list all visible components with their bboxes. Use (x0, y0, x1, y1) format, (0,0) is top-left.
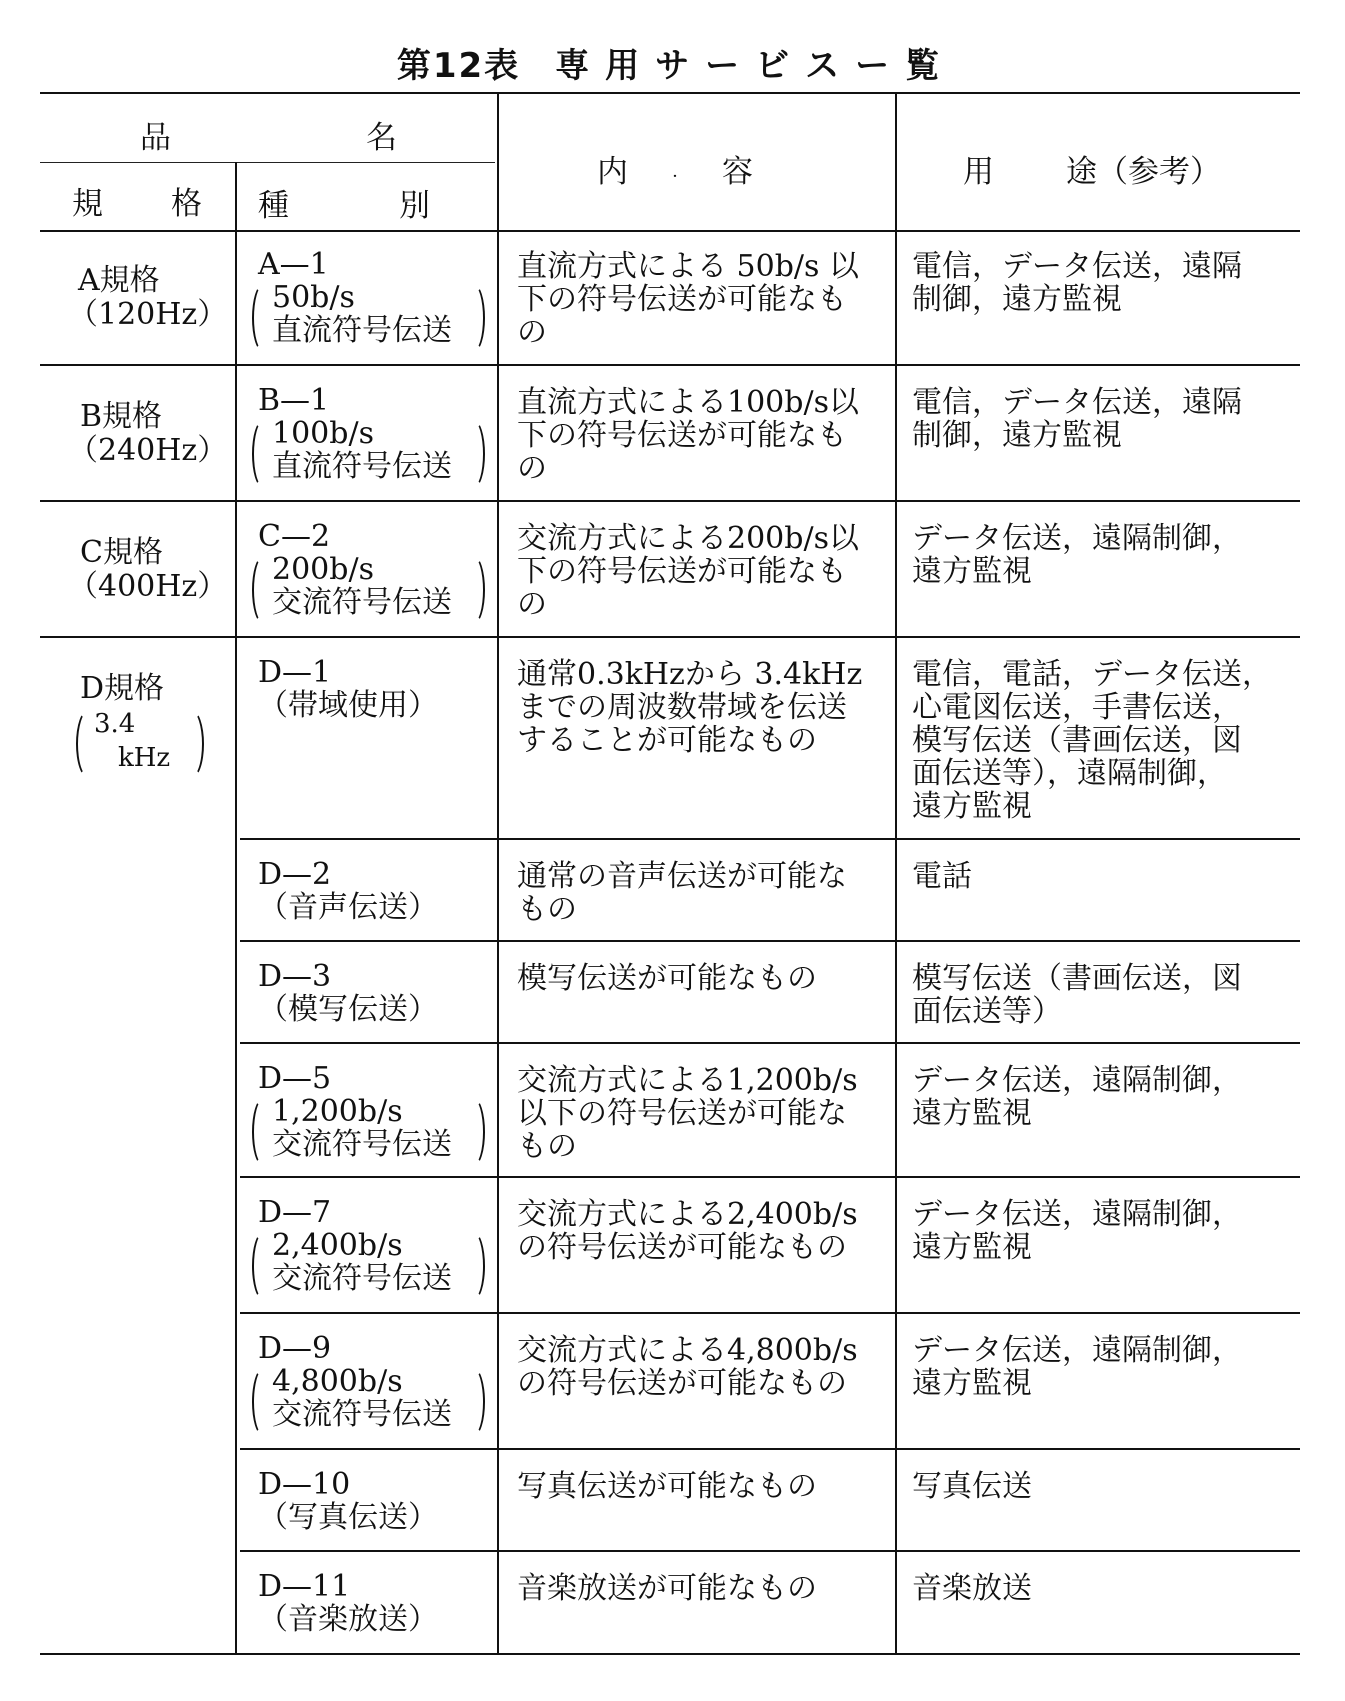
table-row-a1-content (517, 250, 859, 349)
content-line: もの (517, 892, 577, 927)
service-code: D—5 (258, 1061, 332, 1096)
title-char: ー (855, 46, 892, 86)
content-line: までの周波数帯域を伝送 (517, 690, 847, 725)
header-text: 途（参考） (1066, 154, 1221, 190)
use-line: 電信，データ伝送，遠隔 (912, 249, 1242, 284)
col-rule (497, 92, 499, 1653)
table-row-d9-code (258, 1332, 452, 1431)
table-row-a1-use (912, 250, 1242, 316)
service-type: （音声伝送） (258, 890, 438, 925)
table-row-d5-code (258, 1062, 452, 1161)
paren-left (252, 1232, 274, 1300)
service-type: 200b/s (272, 552, 374, 587)
content-line: 交流方式による200b/s以 (517, 521, 859, 556)
service-type: 直流符号伝送 (272, 449, 452, 484)
standard-label (68, 535, 228, 604)
paren-right (463, 284, 485, 352)
content-line: の符号伝送が可能なもの (517, 1366, 847, 1401)
standard-frequency: kHz (118, 743, 171, 773)
service-code: D—9 (258, 1331, 332, 1366)
service-code: B—1 (258, 383, 330, 418)
use-line: データ伝送，遠隔制御， (912, 1197, 1242, 1232)
standard-frequency: （400Hz） (68, 569, 228, 604)
header-shubetsu (258, 180, 430, 225)
service-code: D—1 (258, 655, 332, 690)
service-code: A—1 (258, 247, 329, 282)
use-line: 電信，データ伝送，遠隔 (912, 385, 1242, 420)
table-row-d10-use (912, 1470, 1032, 1503)
title-char: ビ (755, 46, 792, 86)
content-line: の (517, 451, 547, 486)
table-row-d3-content (517, 962, 817, 995)
service-code: C—2 (258, 519, 331, 554)
table-row-b1-content (517, 386, 859, 485)
use-line: 制御，遠方監視 (912, 282, 1122, 317)
paren-left (252, 556, 274, 624)
use-line: 電信，電話，データ伝送， (912, 657, 1272, 692)
paren-left (252, 420, 274, 488)
table-row-d3-code (258, 960, 438, 1026)
use-line: データ伝送，遠隔制御， (912, 1333, 1242, 1368)
service-type: 交流符号伝送 (272, 1397, 452, 1432)
standard-name: B規格 (80, 399, 163, 434)
row-rule (240, 838, 1300, 840)
table-row-d9-use (912, 1334, 1242, 1400)
standard-frequency: （120Hz） (68, 297, 228, 332)
content-line: もの (517, 1129, 577, 1164)
header-text: 容 (722, 154, 753, 190)
row-rule (40, 364, 1300, 366)
row-rule (240, 1042, 1300, 1044)
row-rule (240, 940, 1300, 942)
table-number: 第12表 (396, 46, 521, 86)
service-type: 直流符号伝送 (272, 313, 452, 348)
paren-right (463, 1232, 485, 1300)
content-line: 直流方式による100b/s以 (517, 385, 859, 420)
table-row-c2-use (912, 522, 1242, 588)
content-line: 交流方式による1,200b/s (517, 1063, 858, 1098)
row-rule (40, 636, 1300, 638)
content-line: 直流方式による 50b/s 以 (517, 249, 859, 284)
standard-label (68, 263, 228, 332)
standard-label (80, 672, 164, 706)
use-line: 制御，遠方監視 (912, 418, 1122, 453)
content-line: 下の符号伝送が可能なも (517, 554, 847, 589)
standard-frequency: （240Hz） (68, 433, 228, 468)
table-row-d11-use (912, 1572, 1032, 1605)
use-line: 面伝送等） (912, 994, 1062, 1029)
paren-left (252, 1368, 274, 1436)
service-type: 交流符号伝送 (272, 1261, 452, 1296)
title-char: ス (805, 46, 842, 86)
content-line: 通常の音声伝送が可能な (517, 859, 847, 894)
paren-right (463, 420, 485, 488)
table-row-d11-code (258, 1570, 438, 1636)
use-line: 遠方監視 (912, 1230, 1032, 1265)
table-bottom-rule (40, 1653, 1300, 1655)
table-row-b1-code (258, 384, 452, 483)
service-type: 交流符号伝送 (272, 585, 452, 620)
table-row-c2-content (517, 522, 859, 621)
service-type: （帯域使用） (258, 688, 438, 723)
content-line: 下の符号伝送が可能なも (517, 418, 847, 453)
use-line: データ伝送，遠隔制御， (912, 521, 1242, 556)
header-text: 種 (258, 188, 289, 224)
content-line: の (517, 315, 547, 350)
paren-right (463, 556, 485, 624)
paren-right (463, 1098, 485, 1166)
paren-left (252, 1098, 274, 1166)
header-hinmei (140, 112, 397, 157)
use-line: 音楽放送 (912, 1571, 1032, 1606)
title-char: 用 (605, 46, 642, 86)
content-line: 交流方式による4,800b/s (517, 1333, 858, 1368)
table-row-d2-content (517, 860, 847, 926)
service-type: 交流符号伝送 (272, 1127, 452, 1162)
standard-name: D規格 (80, 671, 165, 706)
use-line: 模写伝送（書画伝送，図 (912, 961, 1242, 996)
row-rule (240, 1448, 1300, 1450)
service-code: D—11 (258, 1569, 351, 1604)
header-text: 名 (366, 120, 397, 156)
table-row-d10-content (517, 1470, 817, 1503)
header-divider (40, 162, 495, 163)
use-line: 写真伝送 (912, 1469, 1032, 1504)
use-line: 遠方監視 (912, 789, 1032, 824)
paren-right (180, 710, 204, 778)
content-line: 写真伝送が可能なもの (517, 1469, 817, 1504)
service-type: 4,800b/s (272, 1364, 403, 1399)
paren-right (463, 1368, 485, 1436)
standard-name: C規格 (80, 535, 163, 570)
table-row-d3-use (912, 962, 1242, 1028)
use-line: 心電図伝送，手書伝送， (912, 690, 1242, 725)
table-row-d1-use (912, 658, 1272, 823)
content-line: 交流方式による2,400b/s (517, 1197, 858, 1232)
service-type: 2,400b/s (272, 1228, 403, 1263)
header-text: 品 (140, 120, 171, 156)
service-type: 1,200b/s (272, 1094, 403, 1129)
table-row-d5-content (517, 1064, 858, 1163)
content-line: の符号伝送が可能なもの (517, 1230, 847, 1265)
title-char: 専 (555, 46, 592, 86)
row-rule (240, 1312, 1300, 1314)
use-line: 遠方監視 (912, 1366, 1032, 1401)
standard-label (68, 399, 228, 468)
use-line: 遠方監視 (912, 554, 1032, 589)
table-row-a1-code (258, 248, 452, 347)
table-row-d9-content (517, 1334, 858, 1400)
header-text: 規 (72, 186, 103, 222)
service-type: 50b/s (272, 280, 355, 315)
content-line: することが可能なもの (517, 723, 817, 758)
table-top-rule (40, 92, 1300, 94)
content-line: 模写伝送が可能なもの (517, 961, 817, 996)
service-code: D—3 (258, 959, 332, 994)
table-row-d11-content (517, 1572, 817, 1605)
table-row-d1-content (517, 658, 862, 757)
use-line: 電話 (912, 859, 972, 894)
table-row-d5-use (912, 1064, 1242, 1130)
table-row-c2-code (258, 520, 452, 619)
content-line: 以下の符号伝送が可能な (517, 1096, 847, 1131)
table-row-d2-code (258, 858, 438, 924)
standard-name: A規格 (78, 263, 160, 298)
table-row-b1-use (912, 386, 1242, 452)
use-line: 模写伝送（書画伝送，図 (912, 723, 1242, 758)
table-row-d7-use (912, 1198, 1242, 1264)
header-text: 格 (171, 186, 202, 222)
content-line: 音楽放送が可能なもの (517, 1571, 817, 1606)
standard-frequency: 3.4 (94, 709, 136, 739)
header-text: 別 (399, 188, 430, 224)
use-line: データ伝送，遠隔制御， (912, 1063, 1242, 1098)
title-char: ー (705, 46, 742, 86)
table-row-d2-use (912, 860, 972, 893)
table-row-d10-code (258, 1468, 438, 1534)
service-code: D—10 (258, 1467, 351, 1502)
row-rule (240, 1550, 1300, 1552)
service-type: （音楽放送） (258, 1602, 438, 1637)
header-kikaku (72, 178, 202, 223)
title-char: サ (655, 46, 692, 86)
service-code: D—7 (258, 1195, 332, 1230)
header-yoto (963, 146, 1221, 191)
col-rule (235, 162, 237, 1653)
header-text: 内 (597, 154, 628, 190)
row-rule (240, 1176, 1300, 1178)
table-title (0, 38, 1345, 87)
service-type: （模写伝送） (258, 992, 438, 1027)
table-row-d7-code (258, 1196, 452, 1295)
use-line: 面伝送等），遠隔制御， (912, 756, 1227, 791)
header-naiyo: 内 · 容 (597, 154, 753, 190)
content-line: 通常0.3kHzから 3.4kHz (517, 657, 863, 692)
table-row-d7-content (517, 1198, 858, 1264)
header-text: 用 (963, 154, 994, 190)
header-bottom-rule (40, 230, 1300, 232)
col-rule (895, 92, 897, 1653)
service-type: （写真伝送） (258, 1500, 438, 1535)
content-line: 下の符号伝送が可能なも (517, 282, 847, 317)
table-row-d1-code (258, 656, 438, 722)
service-code: D—2 (258, 857, 332, 892)
title-char: 覧 (905, 46, 942, 86)
row-rule (40, 500, 1300, 502)
use-line: 遠方監視 (912, 1096, 1032, 1131)
service-type: 100b/s (272, 416, 374, 451)
content-line: の (517, 587, 547, 622)
paren-left (252, 284, 274, 352)
